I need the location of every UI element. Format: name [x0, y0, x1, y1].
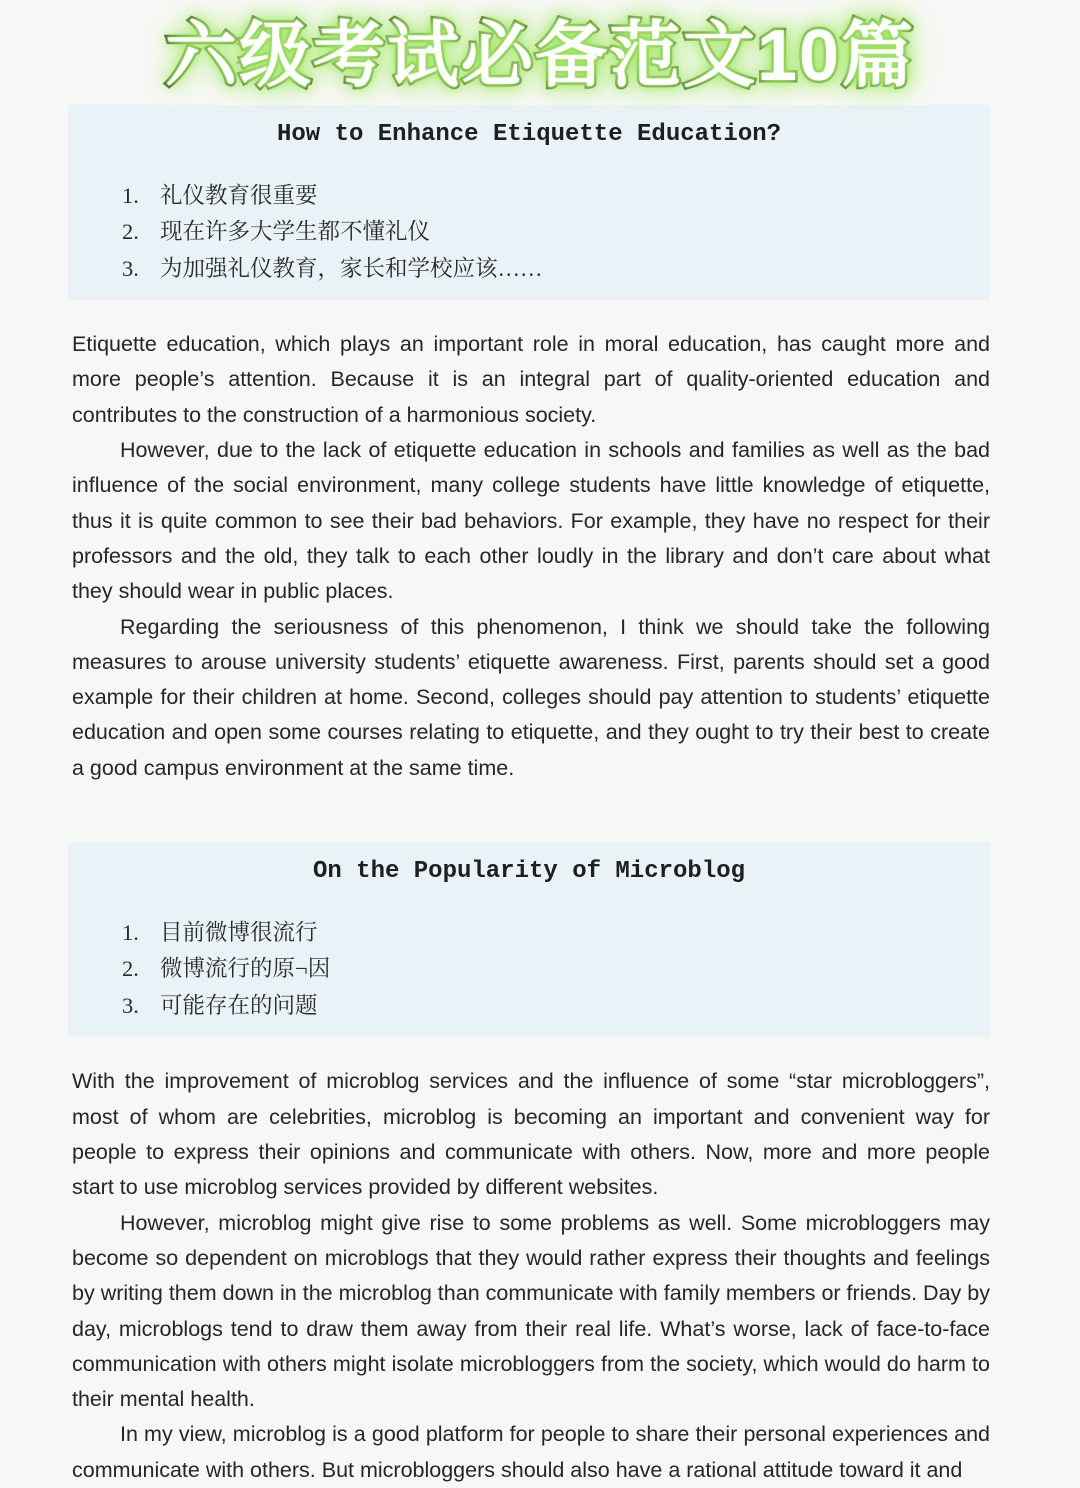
outline-text: 目前微博很流行 [160, 919, 318, 945]
essay-2-body [72, 1064, 990, 1488]
outline-item [122, 214, 970, 251]
outline-number: 2. [122, 219, 139, 245]
outline-item [122, 951, 970, 988]
outline-text: 现在许多大学生都不懂礼仪 [160, 219, 431, 245]
essay-paragraph: With the improvement of microblog services and the influence of some “star microbloggers”, most of whom are celebrities, microblog is becoming an important and convenient way for people to express their opinions and communicate with others. Now, more and more people start to use microblog services provided by different websites. [72, 1069, 990, 1200]
essay-2-prompt-box [68, 842, 990, 1038]
essay-paragraph: In my view, microblog is a good platform for people to share their personal experiences and communicate with others. But microbloggers should also have a rational attitude toward it and [72, 1422, 990, 1482]
outline-number: 3. [122, 255, 139, 281]
outline-item [122, 251, 970, 288]
outline-text: 微博流行的原¬因 [160, 956, 331, 982]
outline-number: 3. [122, 992, 139, 1018]
outline-number: 1. [122, 919, 139, 945]
essay-paragraph: However, due to the lack of etiquette education in schools and families as well as the bad influence of the social environment, many college students have little knowledge of etiquette, thus it is quite common to see their bad behaviors. For example, they have no respect for their professors and the old, they talk to each other loudly in the library and don’t care about what they should wear in public places. [72, 438, 990, 604]
outline-item [122, 178, 970, 215]
essay-paragraph: However, microblog might give rise to some problems as well. Some microbloggers may become so dependent on microblogs that they would rather express their thoughts and feelings by writing them down in the microblog than communicate with family members or friends. Day by day, microblogs tend to draw them away from their real life. What’s worse, lack of face-to-face communication with others might isolate microbloggers from the society, which would do harm to their mental health. [72, 1210, 990, 1412]
essay-1-prompt-box [68, 105, 990, 301]
banner-title: 六级考试必备范文10篇 [164, 16, 916, 96]
outline-number: 1. [122, 182, 139, 208]
outline-text: 可能存在的问题 [160, 992, 318, 1018]
essay-paragraph: Etiquette education, which plays an important role in moral education, has caught more and more people’s attention. Because it is an integral part of quality-oriented education and contributes to the construction of a harmonious society. [72, 332, 990, 427]
section-divider-gap [0, 786, 1080, 842]
essay-1-outline [88, 178, 970, 288]
outline-item [122, 988, 970, 1025]
essay-1-title: How to Enhance Etiquette Education? [276, 120, 782, 148]
outline-item [122, 915, 970, 952]
essay-paragraph: Regarding the seriousness of this phenomenon, I think we should take the following measures to arouse university students’ etiquette awareness. First, parents should set a good example for their children at home. Second, colleges should pay attention to students’ etiquette education and open some courses relating to etiquette, and they ought to try their best to create a good campus environment at the same time. [72, 614, 990, 780]
outline-text: 为加强礼仪教育，家长和学校应该…… [160, 255, 543, 281]
outline-text: 礼仪教育很重要 [160, 182, 318, 208]
document-page [0, 16, 1080, 1482]
essay-1-body [72, 327, 990, 786]
essay-2-outline [88, 915, 970, 1025]
essay-2-title: On the Popularity of Microblog [312, 857, 746, 885]
outline-number: 2. [122, 956, 139, 982]
